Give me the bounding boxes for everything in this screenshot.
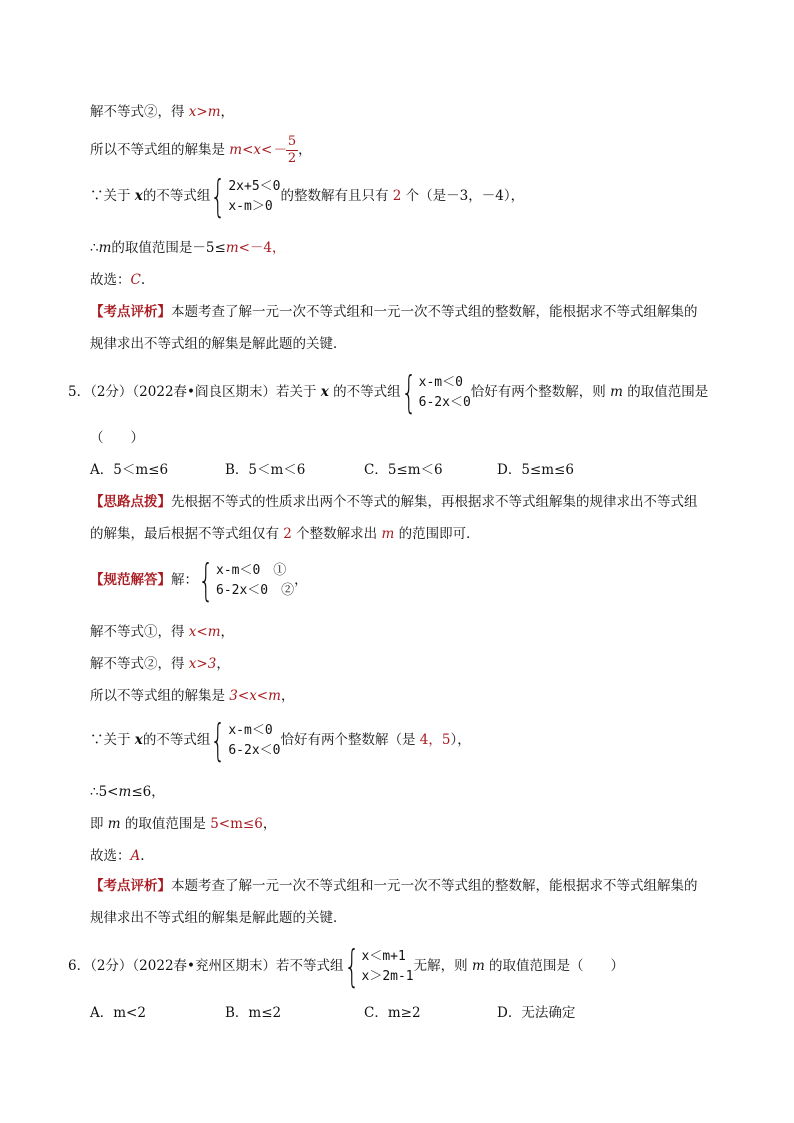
- evaluation-line-1: 【考点评析】本题考查了解一元一次不等式组和一元一次不等式组的整数解，能根据求不等式组解集的: [90, 878, 698, 894]
- integer-solutions-line: ∵关于 x的不等式组 { 2x+5＜0 x-m＞0 的整数解有且只有 2 个（是－3，－4），: [90, 170, 525, 222]
- left-brace: {: [210, 170, 227, 222]
- inequality-system: { x＜m+1 x＞2m-1: [343, 940, 414, 992]
- option-c[interactable]: C．m≥2: [364, 1005, 421, 1021]
- inequality-system: { x-m＜0 ① 6-2x＜0 ②: [198, 554, 295, 606]
- question-5-stem: 5．（2分）（2022春•阎良区期末）若关于 x 的不等式组 { x-m＜0 6-2x＜0 恰好有两个整数解，则 m 的取值范围是: [68, 366, 709, 418]
- evaluation-line-2: 规律求出不等式组的解集是解此题的关键．: [90, 336, 347, 352]
- option-b[interactable]: B．m≤2: [225, 1005, 282, 1021]
- range-line: ∴m的取值范围是－5≤m<－4，: [90, 240, 286, 256]
- option-a[interactable]: A．m<2: [90, 1005, 146, 1021]
- option-d[interactable]: D．无法确定: [497, 1005, 576, 1021]
- solution-set-line: 所以不等式组的解集是 3<x<m，: [90, 688, 295, 704]
- answer-line: 故选：A.: [90, 848, 145, 864]
- hint-line-2: 的解集，最后根据不等式组仅有 2 个整数解求出 m 的范围即可．: [90, 526, 480, 542]
- solve-ineq-2-line: 解不等式②，得 x>3，: [90, 656, 230, 672]
- left-brace: {: [198, 554, 214, 606]
- therefore-line: ∴5<m≤6，: [90, 784, 165, 800]
- inequality-system: { x-m＜0 6-2x＜0: [400, 366, 471, 418]
- evaluation-line-1: 【考点评析】本题考查了解一元一次不等式组和一元一次不等式组的整数解，能根据求不等式组解集的: [90, 304, 698, 320]
- left-brace: {: [210, 714, 227, 766]
- integer-solutions-line: ∵关于 x的不等式组 { x-m＜0 6-2x＜0 恰好有两个整数解（是 4，5），: [90, 714, 471, 766]
- question-6-stem: 6．（2分）（2022春•兖州区期末）若不等式组 { x＜m+1 x＞2m-1 无解，则 m 的取值范围是（ ）: [68, 940, 625, 992]
- solve-ineq-2-line: 解不等式②，得 x>m，: [90, 104, 235, 120]
- inequality-system: { x-m＜0 6-2x＜0: [210, 714, 281, 766]
- solution-header: 【规范解答】解： { x-m＜0 ① 6-2x＜0 ② ，: [90, 554, 308, 606]
- question-5-paren: （ ）: [90, 430, 144, 446]
- hint-line-1: 【思路点拨】先根据不等式的性质求出两个不等式的解集，再根据求不等式组解集的规律求出不等式组: [90, 494, 698, 510]
- option-c[interactable]: C．5≤m＜6: [364, 462, 443, 478]
- fraction-five-halves: $\frac{5}{2}$: [287, 134, 297, 166]
- left-brace: {: [400, 366, 417, 418]
- option-b[interactable]: B．5＜m＜6: [225, 462, 306, 478]
- left-brace: {: [343, 940, 360, 992]
- option-d[interactable]: D．5≤m≤6: [497, 462, 574, 478]
- solve-ineq-1-line: 解不等式①，得 x<m，: [90, 624, 235, 640]
- range-line: 即 m 的取值范围是 5<m≤6，: [90, 816, 277, 832]
- inequality-system: { 2x+5＜0 x-m＞0: [210, 170, 281, 222]
- evaluation-line-2: 规律求出不等式组的解集是解此题的关键．: [90, 910, 347, 926]
- answer-line: 故选：C.: [90, 272, 146, 288]
- option-a[interactable]: A．5＜m≤6: [90, 462, 169, 478]
- solution-set-line: 所以不等式组的解集是 m<x<－ $\frac{5}{2}$ ，: [90, 134, 312, 166]
